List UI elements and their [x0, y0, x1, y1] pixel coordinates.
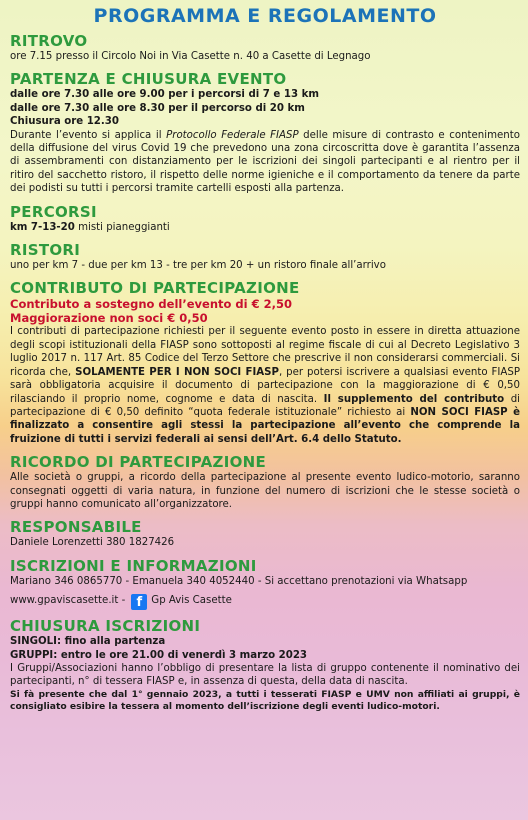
- partenza-body-b: delle misure di contrasto e contenimento della diffusione del virus Covid 19 che prevedono una zona circoscritta dove è garantita l’assenza di assembramenti con distanziamento per le iscrizioni dei singoli partecipanti e al rientro per il ritiro del sacchetto ristoro, il rispetto delle norme igieniche e il comportamento da tenere da parte dei podisti su tutti i percorsi tramite cartelli esposti alla partenza.: [10, 129, 520, 195]
- percorsi-text: [10, 221, 520, 234]
- regulation-document: [10, 4, 520, 721]
- responsabile-text: Daniele Lorenzetti 380 1827426: [10, 537, 175, 549]
- chiusura-gruppi: GRUPPI: entro le ore 21.00 di venerdì 3 marzo 2023: [10, 649, 307, 661]
- contributo-b3: NON SOCI FIASP è finalizzato a consentire agli stessi la partecipazione all’evento che comprende la fruizione di tutti i servizi federali ai sensi dell’Art. 6.4 dello Statuto.: [10, 406, 521, 445]
- contributo-t2: , per potersi iscrivere a qualsiasi evento FIASP sarà obbligatoria acquisire il documento di partecipazione con la maggiorazione di € 0,50 rilasciando il proprio nome, cognome e data di nascita.: [10, 366, 520, 405]
- partenza-line-2: dalle ore 7.30 alle ore 8.30 per il percorso di 20 km: [10, 102, 305, 114]
- contributo-t3: di partecipazione di € 0,50 definito “quota federale istituzionale” richiesto ai: [10, 393, 520, 418]
- contributo-amount: Contributo a sostegno dell’evento di € 2,50: [10, 297, 292, 312]
- chiusura-heading: CHIUSURA ISCRIZIONI: [10, 617, 201, 636]
- contributo-heading: CONTRIBUTO DI PARTECIPAZIONE: [10, 279, 300, 298]
- ricordo-heading: RICORDO DI PARTECIPAZIONE: [10, 453, 267, 472]
- section-contributo: [10, 279, 520, 446]
- ricordo-text: Alle società o gruppi, a ricordo della partecipazione al presente evento ludico-motorio, saranno consegnati oggetti di varia natura, in funzione del numero di iscrizioni che le stesse società o gruppi hanno comunicato all’organizzatore.: [10, 472, 520, 510]
- iscrizioni-text: Mariano 346 0865770 - Emanuela 340 4052440 - Si accettano prenotazioni via Whatsapp: [10, 575, 468, 587]
- contributo-b2: Il supplemento del contributo: [323, 393, 505, 405]
- partenza-body-a: Durante l’evento si applica il: [10, 129, 167, 141]
- ristori-heading: RISTORI: [10, 241, 81, 260]
- page-title: PROGRAMMA E REGOLAMENTO: [93, 5, 437, 27]
- facebook-page-link[interactable]: Gp Avis Casette: [151, 595, 232, 607]
- contributo-surcharge: Maggiorazione non soci € 0,50: [10, 311, 208, 326]
- percorsi-desc: misti pianeggianti: [74, 221, 170, 233]
- section-chiusura: [10, 617, 520, 714]
- contributo-t1: I contributi di partecipazione richiesti per il seguente evento posto in essere in diretta attuazione degli scopi istituzionali della FIASP sono sottoposti al regime fiscale di cui al Decreto Legislativo 3 luglio 2017 n. 117 Art. 85 Codice del Terzo Settore che prescrive il non considerarsi commerciali. Si ricorda che,: [10, 326, 520, 378]
- chiusura-singoli: SINGOLI: fino alla partenza: [10, 636, 166, 648]
- ritrovo-text: ore 7.15 presso il Circolo Noi in Via Casette n. 40 a Casette di Legnago: [10, 51, 371, 62]
- section-partenza: [10, 70, 520, 195]
- protocol-name: Protocollo Federale FIASP: [166, 129, 299, 141]
- partenza-line-1: dalle ore 7.30 alle ore 9.00 per i percorsi di 7 e 13 km: [10, 89, 319, 101]
- responsabile-heading: RESPONSABILE: [10, 518, 142, 537]
- section-ristori: [10, 241, 520, 272]
- facebook-icon: f: [131, 594, 147, 610]
- chiusura-note: Si fà presente che dal 1° gennaio 2023, a tutti i tesserati FIASP e UMV non affiliati ai gruppi, è consigliato esibire la tessera al momento dell’iscrizione degli eventi ludico-motori.: [10, 688, 520, 713]
- section-percorsi: [10, 203, 520, 234]
- ristori-text: uno per km 7 - due per km 13 - tre per km 20 + un ristoro finale all’arrivo: [10, 260, 386, 272]
- partenza-line-3: Chiusura ore 12.30: [10, 116, 119, 128]
- ritrovo-heading: RITROVO: [10, 32, 88, 50]
- section-ritrovo: [10, 32, 520, 63]
- section-responsabile: [10, 518, 520, 549]
- contributo-body: [10, 325, 520, 446]
- contributo-b1: SOLAMENTE PER I NON SOCI FIASP: [75, 366, 279, 378]
- iscrizioni-heading: ISCRIZIONI E INFORMAZIONI: [10, 556, 257, 575]
- section-iscrizioni: [10, 557, 520, 610]
- percorsi-heading: PERCORSI: [10, 202, 97, 221]
- partenza-heading: PARTENZA E CHIUSURA EVENTO: [10, 70, 287, 89]
- website-link[interactable]: www.gpaviscasette.it -: [10, 595, 126, 607]
- web-line: [10, 592, 520, 610]
- section-ricordo: [10, 453, 520, 511]
- partenza-body: [10, 129, 520, 196]
- chiusura-text: I Gruppi/Associazioni hanno l’obbligo di presentare la lista di gruppo contenente il nominativo dei partecipanti, n° di tessera FIASP e, in assenza di questa, della data di nascita.: [10, 662, 520, 688]
- percorsi-km: km 7-13-20: [10, 221, 75, 233]
